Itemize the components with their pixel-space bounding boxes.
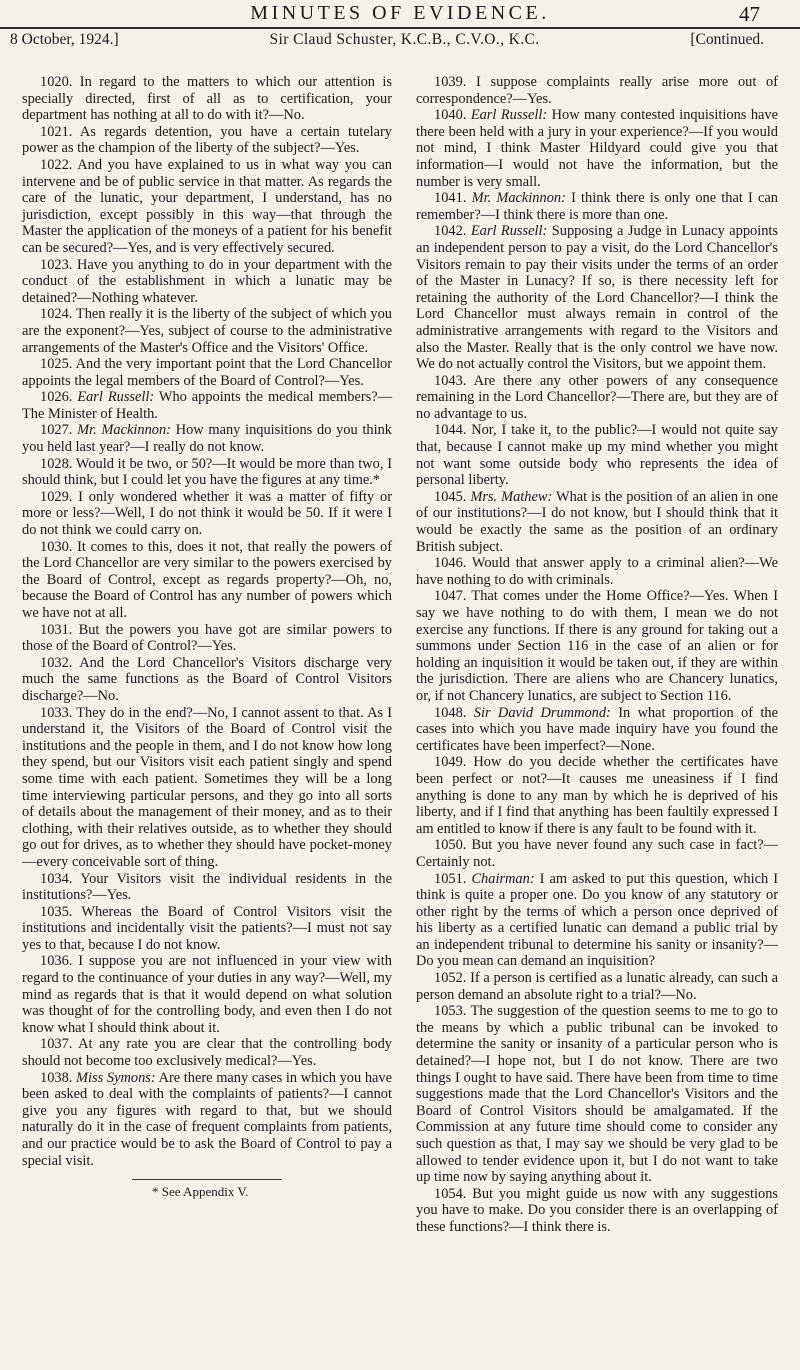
paragraph-text: 1037. At any rate you are clear that the controlling body should not become too exclusively medical?—Yes.	[22, 1036, 392, 1070]
header-sub-row	[10, 31, 764, 51]
paragraph-text: 1035. Whereas the Board of Control Visitors visit the institutions and incidentally visit the patients?—I must not say yes to that, because I do not know.	[22, 903, 392, 953]
paragraph-text: 1044. Nor, I take it, to the public?—I would not quite say that, because I cannot make up my mind whether you might not want some outside body who represents the idea of personal liberty.	[416, 422, 778, 489]
paragraph-text: 1050. But you have never found any such case in fact?—Certainly not.	[416, 837, 778, 870]
question-paragraph	[416, 373, 778, 423]
header-top-row	[40, 2, 760, 24]
paragraph-text: 1047. That comes under the Home Office?—Yes. When I say we have nothing to do with them, I mean we do not exercise any functions. If there is any ground for taking out a summons under Section 116 in the case of an alien or for holding an inquisition it would be taken out, if they are within the jurisdiction. There are aliens who are Chancery lunatics, or, if not Chancery lunatics, are subject to Section 116.	[416, 588, 778, 704]
speaker-name: Mrs. Mathew:	[470, 488, 553, 505]
paragraph-text: Are there many cases in which you have been asked to deal with the complaints of patients?—I cannot give you any figures with regard to that, but we should naturally do it in the case of frequent complaints from patients, and our practice would be to ask the Board of Control to pay a special visit.	[22, 1069, 392, 1169]
speaker-name: Sir David Drummond:	[473, 704, 611, 721]
running-title: MINUTES OF EVIDENCE.	[250, 2, 550, 24]
question-paragraph	[22, 1070, 392, 1170]
question-paragraph	[22, 157, 392, 257]
question-paragraph	[22, 489, 392, 539]
speaker-name: Mr. Mackinnon:	[77, 422, 171, 439]
paragraph-text: 1032. And the Lord Chancellor's Visitors discharge very much the same functions as the Board of Control Visitors discharge?—No.	[22, 654, 392, 704]
speaker-name: Miss Symons:	[76, 1069, 156, 1086]
question-paragraph	[416, 489, 778, 555]
question-paragraph	[416, 1186, 778, 1236]
left-column	[22, 74, 392, 1201]
question-number: 1045.	[434, 488, 471, 505]
paragraph-text: 1039. I suppose complaints really arise more out of correspondence?—Yes.	[416, 74, 778, 107]
speaker-name: Earl Russell:	[77, 389, 155, 406]
paragraph-text: 1046. Would that answer apply to a criminal alien?—We have nothing to do with criminals.	[416, 555, 778, 588]
question-paragraph	[22, 456, 392, 489]
paragraph-text: 1034. Your Visitors visit the individual residents in the institutions?—Yes.	[22, 870, 392, 904]
paragraph-text: How many inquisitions do you think you held last year?—I really do not know.	[22, 422, 393, 456]
question-paragraph	[416, 754, 778, 837]
paragraph-text: 1028. Would it be two, or 50?—It would be more than two, I should think, but I could let you have the figures at any time.*	[22, 455, 392, 489]
speaker-name: Chairman:	[471, 870, 535, 887]
question-paragraph	[22, 904, 392, 954]
question-paragraph	[22, 257, 392, 307]
question-paragraph	[22, 74, 392, 124]
speaker-name: Mr. Mackinnon:	[471, 190, 566, 207]
question-number: 1041.	[434, 190, 472, 207]
paragraph-text: 1033. They do in the end?—No, I cannot assent to that. As I understand it, the Visitors of the Board of Control visit the institutions and the people in them, and I do not know how long they spend, but our Visitors visit each patient singly and spend some time with each patient. Sometimes they will be a long time interviewing particular persons, and they go into all sorts of details about the management of their money, and as to their clothing, with their relatives outside, as to whether they should go out for drives, as to whether they should have pocket-money—every conceivable sort of thing.	[22, 704, 392, 870]
question-number: 1026.	[40, 389, 78, 406]
evidence-body	[12, 74, 788, 1364]
speaker-name: Earl Russell:	[470, 107, 548, 124]
question-paragraph	[22, 124, 392, 157]
question-paragraph	[416, 555, 778, 588]
page-number: 47	[739, 2, 760, 26]
question-paragraph	[416, 1003, 778, 1186]
question-paragraph	[416, 705, 778, 755]
paragraph-text: I am asked to put this question, which I think is quite a proper one. Do you know of any statutory or other right by the terms of which a person once deprived of his liberty as a certified lunatic can demand a public trial by an independent tribunal to determine his sanity or insanity?—Do you mean can demand an inquisition?	[416, 870, 779, 970]
question-paragraph	[22, 1036, 392, 1069]
question-number: 1051.	[434, 870, 472, 887]
question-number: 1027.	[40, 422, 78, 439]
question-paragraph	[416, 74, 778, 107]
paragraph-text: Supposing a Judge in Lunacy appoints an independent person to pay a visit, do the Lord Chancellor's Visitors remain to pay their visits under the terms of an order of the Master in Lunacy? If so, is there necessity left for retaining the authority of the Lord Chancellor?—I think the Lord Chancellor must always remain in control of the administrative arrangements with regard to the Visitors and also the Master. Really that is the only control we have now. We do not actually control the Visitors, but we appoint them.	[416, 223, 779, 373]
paragraph-text: 1052. If a person is certified as a lunatic already, can such a person demand an absolute right to a trial?—No.	[416, 970, 778, 1003]
paragraph-text: 1029. I only wondered whether it was a matter of fifty or more or less?—Well, I do not think it would be 50. If it were I do not think we could carry on.	[22, 488, 392, 539]
session-date: 8 October, 1924.]	[10, 31, 119, 48]
paragraph-text: In what proportion of the cases into which you have made inquiry have you found the certificates have been imperfect?—None.	[416, 704, 779, 754]
paragraph-text: 1024. Then really it is the liberty of the subject of which you are the exponent?—Yes, subject of course to the administrative arrangements of the Master's Office and the Visitors' Office.	[22, 306, 392, 356]
paragraph-text: How many contested inquisitions have there been held with a jury in your experience?—If you would not mind, I think Master Hildyard could give you that information—I would not have the information, but the number is very small.	[416, 107, 778, 190]
question-paragraph	[22, 389, 392, 422]
paragraph-text: 1023. Have you anything to do in your department with the conduct of the establishment in which a lunatic may be detained?—Nothing whatever.	[22, 256, 392, 306]
paragraph-text: 1054. But you might guide us now with any suggestions you have to make. Do you consider there is an overlapping of these functions?—I think there is.	[416, 1185, 778, 1235]
question-paragraph	[416, 190, 778, 223]
question-paragraph	[22, 539, 392, 622]
question-number: 1038.	[40, 1069, 77, 1086]
header-rule	[0, 27, 800, 29]
question-number: 1040.	[434, 107, 471, 124]
question-paragraph	[22, 622, 392, 655]
paragraph-text: What is the position of an alien in one of our institutions?—I do not know, but I should think that it would be exactly the same as the position of an ordinary British subject.	[416, 488, 778, 555]
paragraph-text: 1031. But the powers you have got are similar powers to those of the Board of Control?—Yes.	[22, 621, 392, 655]
question-paragraph	[416, 837, 778, 870]
paragraph-text: 1036. I suppose you are not influenced in your view with regard to the continuance of your duties in any way?—Well, my mind as regards that is that it would depend on what solution was thought of for the controlling body, and even then I do not know what I should think about it.	[22, 953, 392, 1036]
question-paragraph	[22, 655, 392, 705]
question-paragraph	[416, 107, 778, 190]
paragraph-text: I think there is only one that I can remember?—I think there is more than one.	[416, 190, 778, 223]
question-paragraph	[22, 356, 392, 389]
footnote: * See Appendix V.	[152, 1184, 249, 1200]
question-paragraph	[22, 705, 392, 871]
question-number: 1042.	[434, 223, 471, 240]
question-paragraph	[416, 422, 778, 488]
continued-label: [Continued.	[690, 31, 764, 48]
paragraph-text: 1043. Are there any other powers of any consequence remaining in the Lord Chancellor?—There are, but they are of no advantage to us.	[416, 372, 778, 422]
paragraph-text: 1022. And you have explained to us in what way you can intervene and be of public service in that matter. As regards the care of the lunatic, your department, I understand, has no jurisdiction, except possibly in this way—that through the Master the application of the moneys of a patient for his benefit can be secured?—Yes, and is very effectively secured.	[22, 156, 392, 256]
paragraph-text: 1053. The suggestion of the question seems to me to go to the means by which a public tribunal can be invoked to determine the sanity or insanity of a particular person who is detained?—I hope not, but I do not know. There are two things I ought to have said. There have been from time to time suggestions made that the Lord Chancellor's Visitors and the Board of Control Visitors should be amalgamated. If the Commission at any future time should come to consider any such question as that, I may say we should be very glad to be allowed to tender evidence upon it, but I do not want to take up time now by saying anything about it.	[416, 1003, 778, 1186]
question-paragraph	[22, 306, 392, 356]
right-column	[416, 74, 778, 1236]
paragraph-text: 1049. How do you decide whether the certificates have been perfect or not?—It causes me uneasiness if I find anything is done to any man by which he is deprived of his liberty, and if I find that anything has been faultily expressed I am entitled to know if there is any fault to be found with it.	[416, 754, 778, 837]
witness-name: Sir Claud Schuster, K.C.B., C.V.O., K.C.	[269, 31, 540, 48]
paragraph-text: Who appoints the medical members?—The Minister of Health.	[22, 389, 392, 422]
question-paragraph	[416, 223, 778, 372]
question-number: 1048.	[434, 704, 474, 721]
paragraph-text: 1021. As regards detention, you have a certain tutelary power as the champion of the liberty of the subject?—Yes.	[22, 123, 392, 157]
page-header	[0, 0, 800, 52]
footnote-rule	[132, 1179, 282, 1180]
question-paragraph	[416, 871, 778, 971]
question-paragraph	[22, 422, 392, 455]
paragraph-text: 1030. It comes to this, does it not, that really the powers of the Lord Chancellor are very similar to the powers exercised by the Board of Control, except as regards property?—Oh, no, because the Board of Control has any number of powers which we have not at all.	[22, 538, 392, 621]
question-paragraph	[416, 970, 778, 1003]
speaker-name: Earl Russell:	[470, 223, 548, 240]
paragraph-text: 1020. In regard to the matters to which our attention is specially directed, first of all as to certification, your department has nothing at all to do with it?—No.	[22, 74, 392, 124]
paragraph-text: 1025. And the very important point that the Lord Chancellor appoints the legal members of the Board of Control?—Yes.	[22, 356, 392, 389]
question-paragraph	[22, 953, 392, 1036]
question-paragraph	[22, 871, 392, 904]
question-paragraph	[416, 588, 778, 704]
